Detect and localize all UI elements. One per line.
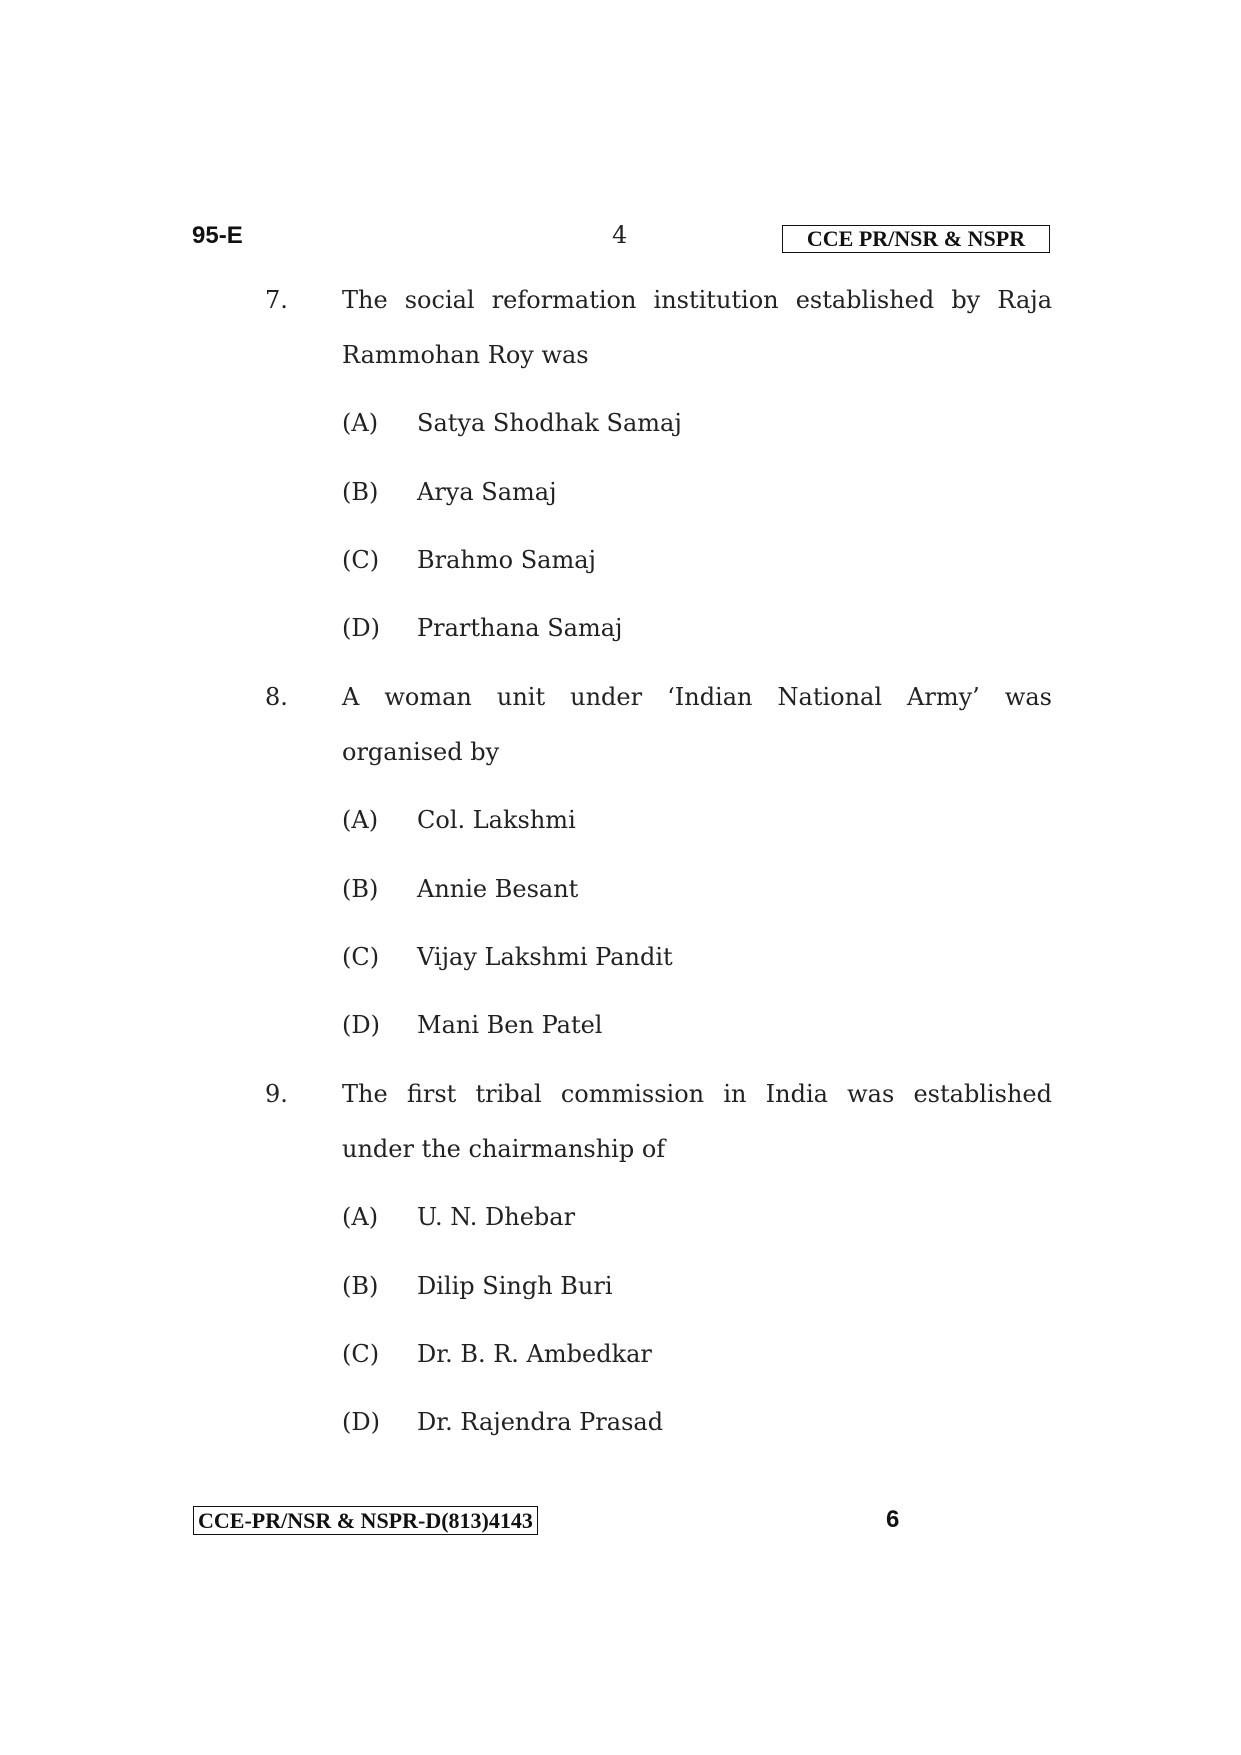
option-letter: (C) [342,1340,380,1368]
question-text-line: A woman unit under ‘Indian National Army’ was [342,683,1052,711]
option-text: Dr. B. R. Ambedkar [417,1340,652,1368]
question-number: 9. [265,1080,288,1108]
page-number: 4 [612,221,628,249]
option-text: Mani Ben Patel [417,1011,603,1039]
option-text: Arya Samaj [417,478,557,506]
question-text-line: The social reformation institution established by Raja [342,286,1052,314]
question-text-line: The first tribal commission in India was established [342,1080,1052,1108]
option-text: Dilip Singh Buri [417,1272,613,1300]
option-text: Prarthana Samaj [417,614,623,642]
question-text-line: Rammohan Roy was [342,341,589,369]
option-letter: (D) [342,1011,380,1039]
option-text: U. N. Dhebar [417,1203,576,1231]
option-letter: (C) [342,546,380,574]
question-text-line: under the chairmanship of [342,1135,666,1163]
option-letter: (B) [342,875,379,903]
option-text: Brahmo Samaj [417,546,596,574]
question-number: 8. [265,683,288,711]
paper-series-code: 95-E [192,222,243,249]
footer-paper-code: CCE-PR/NSR & NSPR-D(813)4143 [193,1506,538,1535]
option-text: Col. Lakshmi [417,806,576,834]
question-number: 7. [265,286,288,314]
footer-sheet-number: 6 [886,1506,900,1533]
option-text: Annie Besant [417,875,579,903]
option-text: Vijay Lakshmi Pandit [417,943,673,971]
option-letter: (A) [342,806,379,834]
option-letter: (A) [342,1203,379,1231]
option-letter: (D) [342,1408,380,1436]
option-letter: (D) [342,614,380,642]
option-text: Dr. Rajendra Prasad [417,1408,664,1436]
option-letter: (A) [342,409,379,437]
option-text: Satya Shodhak Samaj [417,409,682,437]
option-letter: (C) [342,943,380,971]
question-text-line: organised by [342,738,500,766]
option-letter: (B) [342,1272,379,1300]
exam-code-box: CCE PR/NSR & NSPR [782,225,1050,253]
option-letter: (B) [342,478,379,506]
